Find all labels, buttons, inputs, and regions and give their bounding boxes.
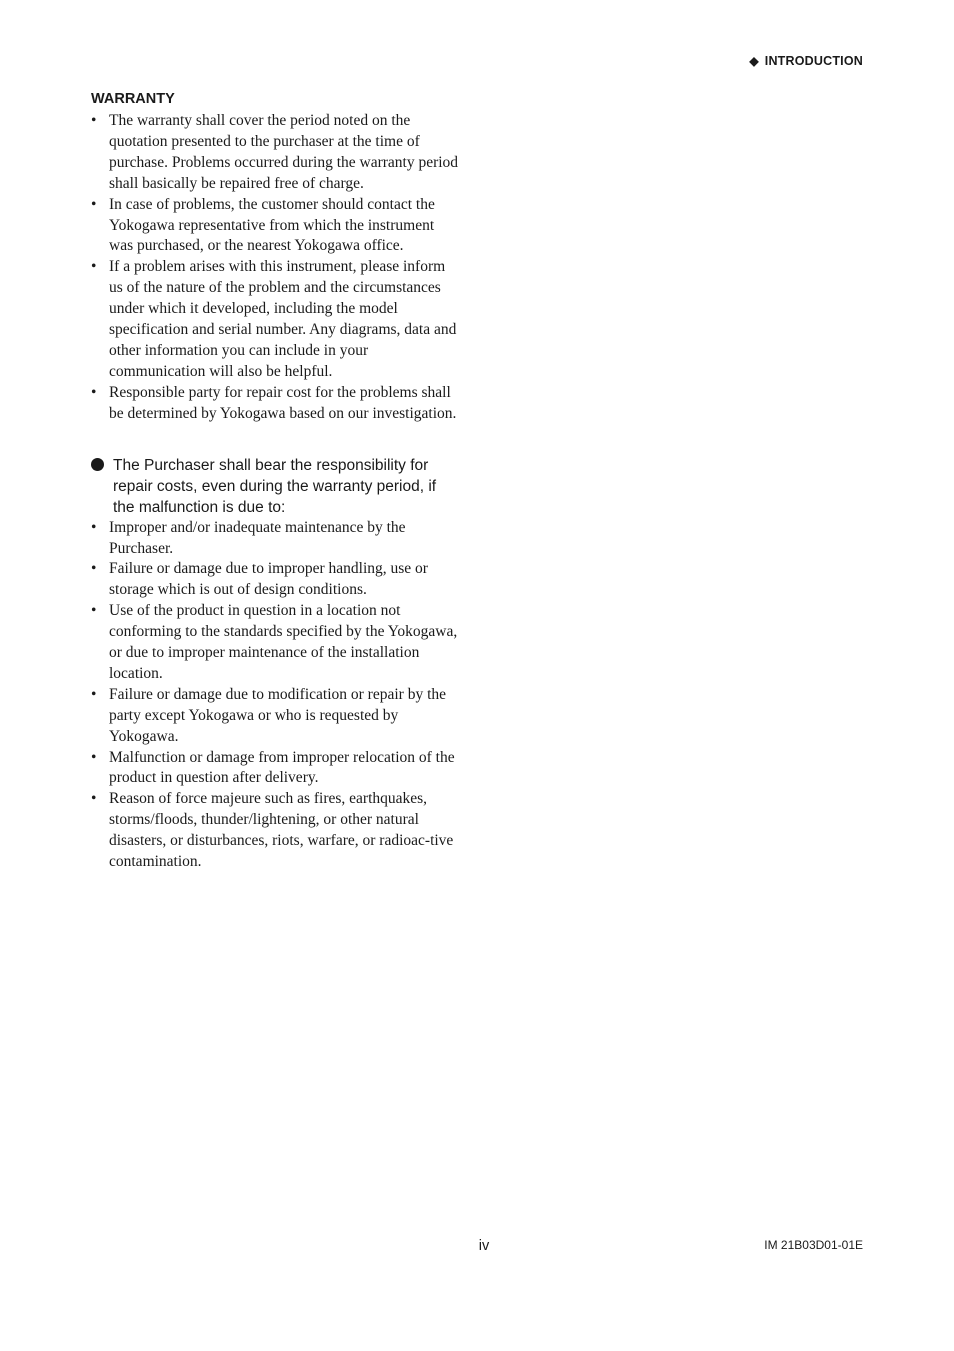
list-item: • Improper and/or inadequate maintenance by the Purchaser. [91,518,406,557]
bullet-icon: • [91,518,97,536]
list-item: • Use of the product in question in a location not conforming to the standards specified by the Yokogawa, or due to improper maintenance of the installation location. [91,602,458,682]
section-title-warranty: WARRANTY [91,91,175,107]
diamond-icon: ◆ [749,54,759,68]
list-item: • The warranty shall cover the period noted on the quotation presented to the purchaser at the time of purchase. Problems occurred during the warranty period shall basically be repaired free of charge. [91,112,459,192]
filled-circle-icon [91,458,104,471]
list-item: • In case of problems, the customer should contact the Yokogawa representative from which the instrument was purchased, or the nearest Yokogawa office. [91,195,435,255]
main-content [91,89,461,873]
bullet-icon: • [91,602,97,620]
bullet-icon: • [91,685,97,703]
responsibility-note: The Purchaser shall bear the responsibility for repair costs, even during the warranty period, if the malfunction is due to: [91,455,461,518]
bullet-icon: • [91,195,97,213]
list-item: • Malfunction or damage from improper relocation of the product in question after delivery. [91,748,455,787]
list-item: • If a problem arises with this instrument, please inform us of the nature of the problem and the circumstances under which it developed, including the model specification and serial number. Any diagrams, data and other information you can include in your communication will also be helpful. [91,258,457,380]
bullet-icon: • [91,112,97,129]
header-section: INTRODUCTION [764,54,863,68]
list-item: • Failure or damage due to improper handling, use or storage which is out of design conditions. [91,560,428,599]
warranty-list [91,111,461,425]
bullet-icon: • [91,383,97,401]
document-id: IM 21B03D01-01E [764,1238,863,1252]
list-item: • Responsible party for repair cost for the problems shall be determined by Yokogawa based on our investigation. [91,383,457,422]
bullet-icon: • [91,748,97,766]
responsibility-list [91,518,461,873]
list-item: • Reason of force majeure such as fires, earthquakes, storms/floods, thunder/lightening, or other natural disasters, or disturbances, riots, warfare, or radioac-tive contamination. [91,790,454,871]
bullet-icon: • [91,560,97,578]
running-header [749,54,863,68]
page-number: iv [478,1238,490,1254]
bullet-icon: • [91,258,97,276]
list-item: • Failure or damage due to modification or repair by the party except Yokogawa or who is requested by Yokogawa. [91,685,447,745]
bullet-icon: • [91,790,97,808]
